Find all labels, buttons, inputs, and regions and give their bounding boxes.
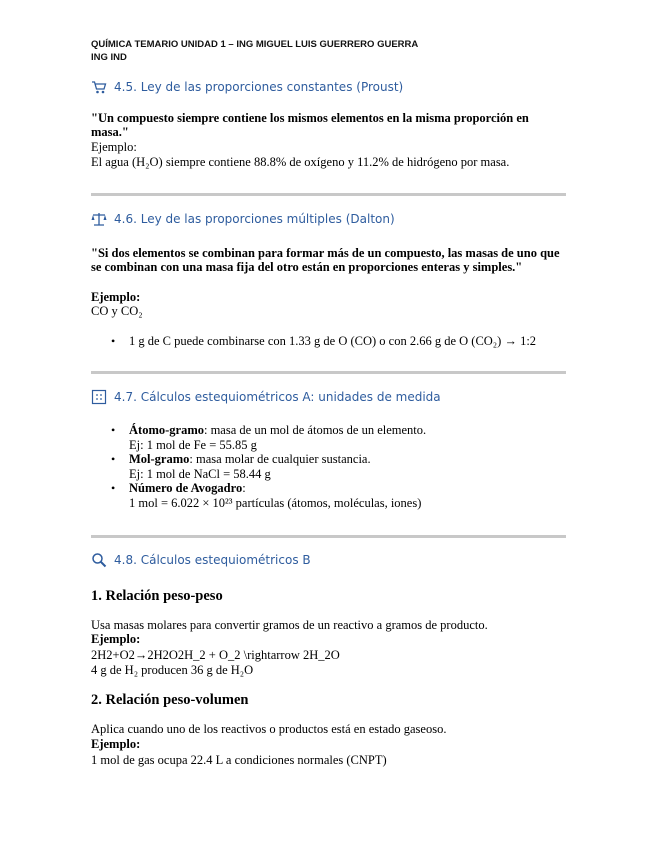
- peso-volumen-result: 1 mol de gas ocupa 22.4 L a condiciones normales (CNPT): [91, 753, 387, 767]
- subheading-peso-volumen: 2. Relación peso-volumen: [91, 692, 249, 708]
- magnifier-icon: [91, 552, 107, 568]
- peso-peso-text: Usa masas molares para convertir gramos de un reactivo a gramos de producto.: [91, 618, 488, 632]
- section-4-6-title: [91, 210, 566, 228]
- section-4-6-quote: "Si dos elementos se combinan para formar más de un compuesto, las masas de uno que se combinan con una masa fija del otro están en proporciones enteras y simples.": [91, 246, 560, 274]
- peso-volumen-text: Aplica cuando uno de los reactivos o productos está en estado gaseoso.: [91, 722, 447, 736]
- header-line-2: ING IND: [91, 52, 127, 63]
- peso-peso-formula: 2H2+O2→2H2O2H_2 + O_2 \rightarrow 2H_2O: [91, 648, 340, 662]
- section-4-8-title: [91, 551, 566, 569]
- section-4-5-example-label: Ejemplo:: [91, 140, 137, 154]
- section-title-text: 4.6. Ley de las proporciones múltiples (Dalton): [114, 212, 395, 226]
- section-divider: [91, 535, 566, 538]
- section-4-6-bullets: [91, 334, 566, 349]
- calculator-icon: [91, 389, 107, 405]
- term: Átomo-gramo: [129, 423, 204, 437]
- subheading-peso-peso: 1. Relación peso-peso: [91, 588, 223, 604]
- section-4-7-list: [91, 423, 566, 510]
- term: Número de Avogadro: [129, 481, 243, 495]
- peso-peso-example-label: Ejemplo:: [91, 632, 141, 646]
- section-4-6-example-text: CO y CO₂: [91, 304, 143, 318]
- scale-icon: [91, 211, 107, 227]
- section-title-text: 4.7. Cálculos estequiométricos A: unidades de medida: [114, 390, 441, 404]
- peso-peso-result: 4 g de H₂ producen 36 g de H₂O: [91, 663, 254, 677]
- section-4-5-quote: "Un compuesto siempre contiene los mismos elementos en la misma proporción en masa.": [91, 111, 529, 139]
- header-line-1: QUÍMICA TEMARIO UNIDAD 1 – ING MIGUEL LUIS GUERRERO GUERRA: [91, 39, 419, 50]
- document-header: [91, 38, 566, 64]
- term: Mol-gramo: [129, 452, 190, 466]
- peso-volumen-example-label: Ejemplo:: [91, 737, 141, 751]
- section-4-5-title: [91, 78, 566, 96]
- term-example: 1 mol = 6.022 × 10²³ partículas (átomos, moléculas, iones): [129, 495, 422, 510]
- section-4-5-example-text: El agua (H₂O) siempre contiene 88.8% de oxígeno y 11.2% de hidrógeno por masa.: [91, 155, 510, 169]
- term-description: : masa molar de cualquier sustancia.: [189, 452, 371, 466]
- term-example: Ej: 1 mol de NaCl = 58.44 g: [129, 466, 271, 481]
- list-item: [129, 481, 566, 510]
- section-4-7-title: [91, 388, 566, 406]
- term-description: : masa de un mol de átomos de un elemento.: [203, 423, 427, 437]
- list-item: • 1 g de C puede combinarse con 1.33 g de O (CO) o con 2.66 g de O (CO₂) → 1:2: [129, 334, 566, 349]
- term-example: Ej: 1 mol de Fe = 55.85 g: [129, 437, 257, 452]
- section-4-6-example-label: Ejemplo:: [91, 290, 141, 304]
- section-divider: [91, 193, 566, 196]
- cart-icon: [91, 79, 107, 95]
- section-title-text: 4.5. Ley de las proporciones constantes (Proust): [114, 80, 404, 94]
- term-description: :: [242, 481, 246, 495]
- section-title-text: 4.8. Cálculos estequiométricos B: [114, 553, 311, 567]
- list-item: [129, 423, 566, 452]
- list-item: [129, 452, 566, 481]
- section-divider: [91, 371, 566, 374]
